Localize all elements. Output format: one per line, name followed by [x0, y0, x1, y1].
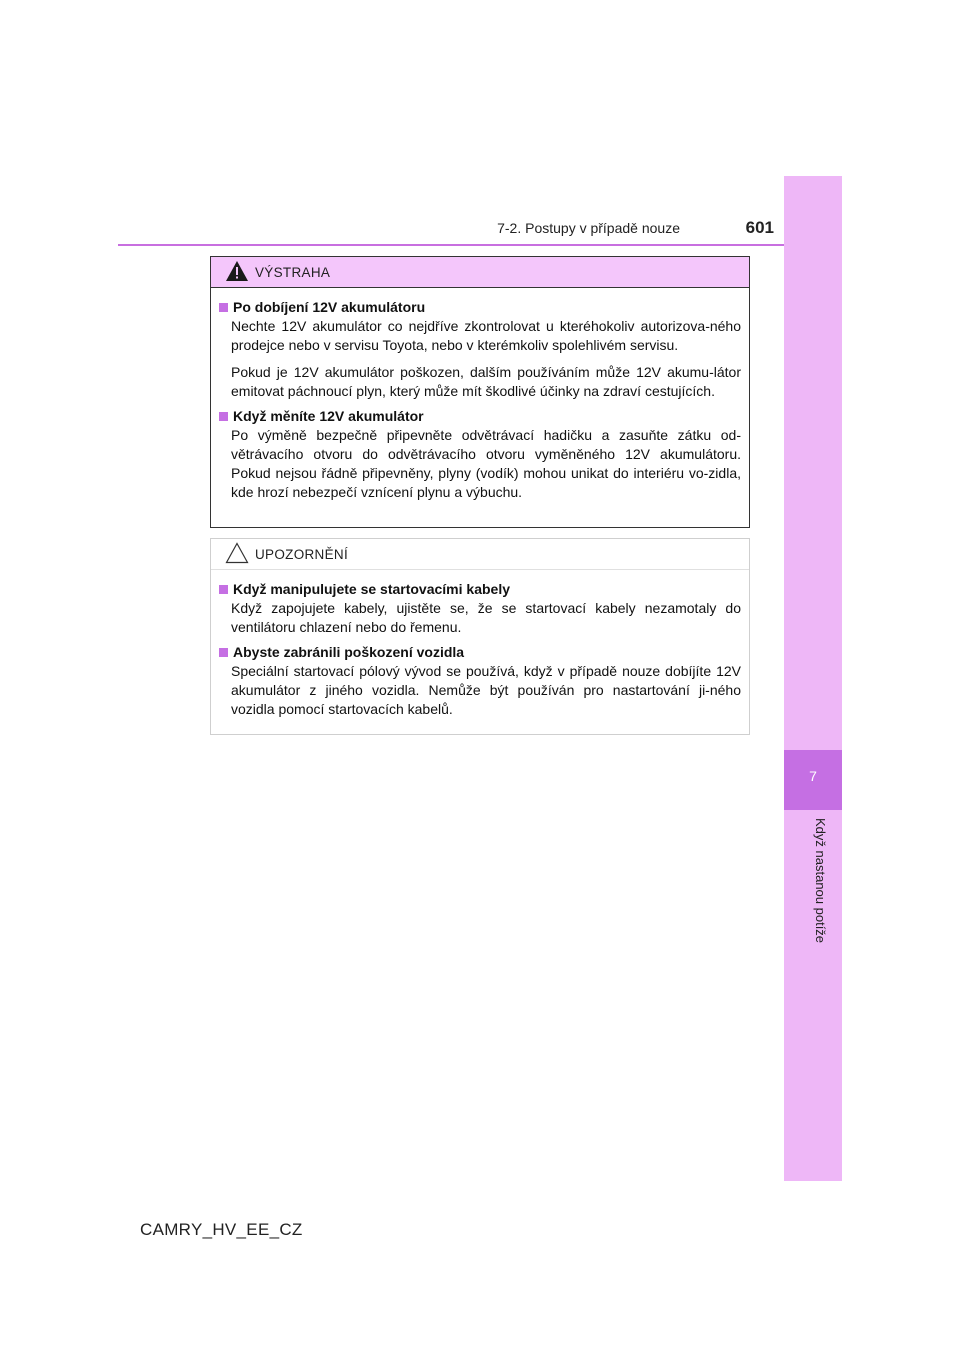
- chapter-number: 7: [809, 768, 817, 784]
- warning-item: [219, 407, 741, 502]
- caution-item-text: Když zapojujete kabely, ujistěte se, že se startovací kabely nezamotaly do ventilátoru chlazení nebo do řemenu.: [231, 600, 741, 635]
- bullet-square-icon: [219, 303, 228, 312]
- page-number: 601: [745, 218, 774, 237]
- warning-filled-icon: [225, 260, 249, 282]
- header-rule: [118, 244, 840, 246]
- caution-item-title: Když manipulujete se startovacími kabely: [233, 581, 510, 597]
- caution-heading: UPOZORNĚNÍ: [255, 547, 349, 562]
- caution-header: [211, 539, 749, 570]
- warning-outline-icon: [225, 542, 249, 564]
- caution-box: [210, 538, 750, 735]
- bullet-square-icon: [219, 585, 228, 594]
- bullet-square-icon: [219, 412, 228, 421]
- caution-item: [219, 643, 741, 719]
- warning-item-title: Po dobíjení 12V akumulátoru: [233, 299, 426, 315]
- chapter-title: Když nastanou potíže: [813, 818, 828, 944]
- warning-header: [211, 257, 749, 288]
- warning-item-text: Nechte 12V akumulátor co nejdříve zkontrolovat u kteréhokoliv autorizova-ného prodejce nebo v servisu Toyota, nebo v kterémkoliv spolehlivém servisu.: [231, 318, 741, 353]
- warning-item-text: Pokud je 12V akumulátor poškozen, dalším používáním může 12V akumu-látor emitovat páchnoucí plyn, který může mít škodlivé účinky na zdraví cestujících.: [231, 364, 741, 399]
- bullet-square-icon: [219, 648, 228, 657]
- caution-item-title: Abyste zabránili poškození vozidla: [233, 644, 465, 660]
- chapter-side-tab: [784, 176, 842, 1181]
- warning-box: [210, 256, 750, 528]
- document-code: CAMRY_HV_EE_CZ: [140, 1220, 303, 1239]
- warning-item: [219, 298, 741, 401]
- section-title: 7-2. Postupy v případě nouze: [497, 220, 680, 236]
- caution-item: [219, 580, 741, 637]
- warning-heading: VÝSTRAHA: [255, 265, 331, 280]
- warning-item-title: Když měníte 12V akumulátor: [233, 408, 424, 424]
- caution-item-text: Speciální startovací pólový vývod se používá, když v případě nouze dobíjíte 12V akumulátor z jiného vozidla. Nemůže být používán pro nastartování ji-ného vozidla pomocí startovacích kabelů.: [231, 663, 741, 717]
- warning-item-text: Po výměně bezpečně připevněte odvětrávací hadičku a zasuňte zátku od-větrávacího otvoru do odvětrávacího otvoru vyměněného 12V akumulátoru. Pokud nejsou řádně připevněny, plyny (vodík) mohou unikat do interiéru vo-zidla, kde hrozí nebezpečí vznícení plynu a výbuchu.: [231, 427, 741, 500]
